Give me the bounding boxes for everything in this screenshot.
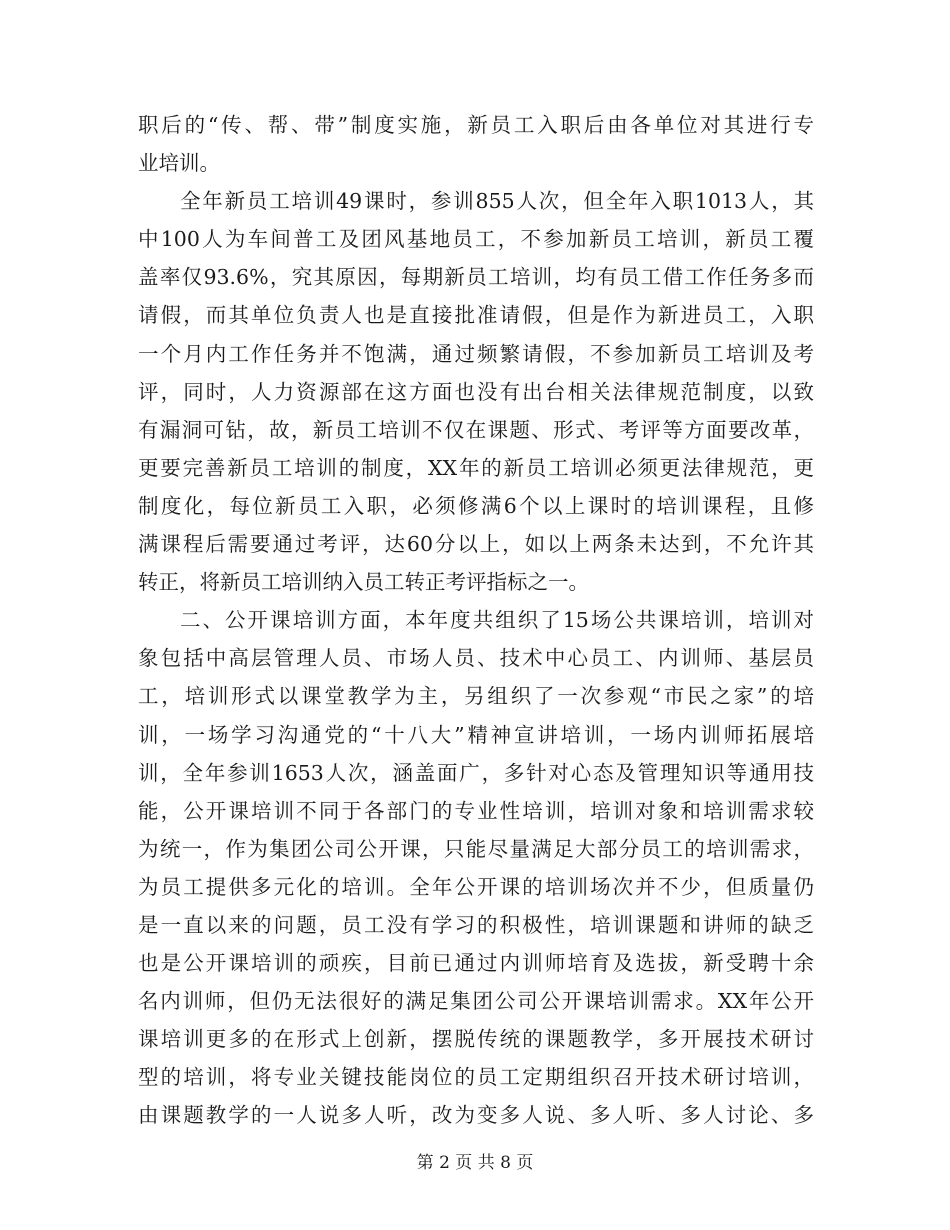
document-body (138, 106, 814, 1135)
text-line: 是一直以来的问题，员工没有学习的积极性，培训课题和讲师的缺乏 (138, 912, 814, 937)
text-line: 象包括中高层管理人员、市场人员、技术中心员工、内训师、基层员 (138, 646, 814, 671)
text-line: 中100人为车间普工及团风基地员工，不参加新员工培训，新员工覆 (138, 227, 814, 252)
text-line: 由课题教学的一人说多人听，改为变多人说、多人听、多人讨论、多 (138, 1103, 814, 1128)
text-line: 能，公开课培训不同于各部门的专业性培训，培训对象和培训需求较 (138, 798, 814, 823)
text-line: 工，培训形式以课堂教学为主，另组织了一次参观“市民之家”的培 (138, 684, 814, 709)
text-line: 职后的“传、帮、带”制度实施，新员工入职后由各单位对其进行专 (138, 113, 814, 137)
text-line: 训，全年参训1653人次，涵盖面广，多针对心态及管理知识等通用技 (138, 760, 814, 785)
text-line: 训，一场学习沟通党的“十八大”精神宣讲培训，一场内训师拓展培 (138, 722, 814, 747)
text-line: 课培训更多的在形式上创新，摆脱传统的课题教学，多开展技术研讨 (138, 1027, 814, 1052)
text-line: 名内训师，但仍无法很好的满足集团公司公开课培训需求。XX年公开 (138, 989, 814, 1014)
text-line: 为员工提供多元化的培训。全年公开课的培训场次并不少，但质量仍 (138, 874, 814, 899)
page-footer: 第 2 页 共 8 页 (416, 1153, 534, 1173)
text-line: 全年新员工培训49课时，参训855人次，但全年入职1013人，其 (180, 189, 814, 214)
text-line: 转正，将新员工培训纳入员工转正考评指标之一。 (138, 570, 589, 595)
text-line: 为统一，作为集团公司公开课，只能尽量满足大部分员工的培训需求， (138, 836, 814, 861)
text-line: 一个月内工作任务并不饱满，通过频繁请假，不参加新员工培训及考 (138, 341, 814, 366)
text-line: 满课程后需要通过考评，达60分以上，如以上两条未达到，不允许其 (138, 532, 814, 557)
text-line: 业培训。 (138, 151, 220, 176)
text-line: 更要完善新员工培训的制度，XX年的新员工培训必须更法律规范，更 (138, 455, 814, 480)
text-line: 有漏洞可钻，故，新员工培训不仅在课题、形式、考评等方面要改革， (138, 417, 814, 442)
text-line: 盖率仅93.6%，究其原因，每期新员工培训，均有员工借工作任务多而 (138, 265, 814, 290)
text-line: 型的培训，将专业关键技能岗位的员工定期组织召开技术研讨培训， (138, 1065, 814, 1090)
text-line: 也是公开课培训的顽疾，目前已通过内训师培育及选拔，新受聘十余 (138, 951, 814, 976)
text-line: 制度化，每位新员工入职，必须修满6个以上课时的培训课程，且修 (138, 493, 814, 518)
text-line: 二、公开课培训方面，本年度共组织了15场公共课培训，培训对 (180, 608, 814, 633)
text-line: 请假，而其单位负责人也是直接批准请假，但是作为新进员工，入职 (138, 303, 814, 328)
text-line: 评，同时，人力资源部在这方面也没有出台相关法律规范制度，以致 (138, 379, 814, 404)
